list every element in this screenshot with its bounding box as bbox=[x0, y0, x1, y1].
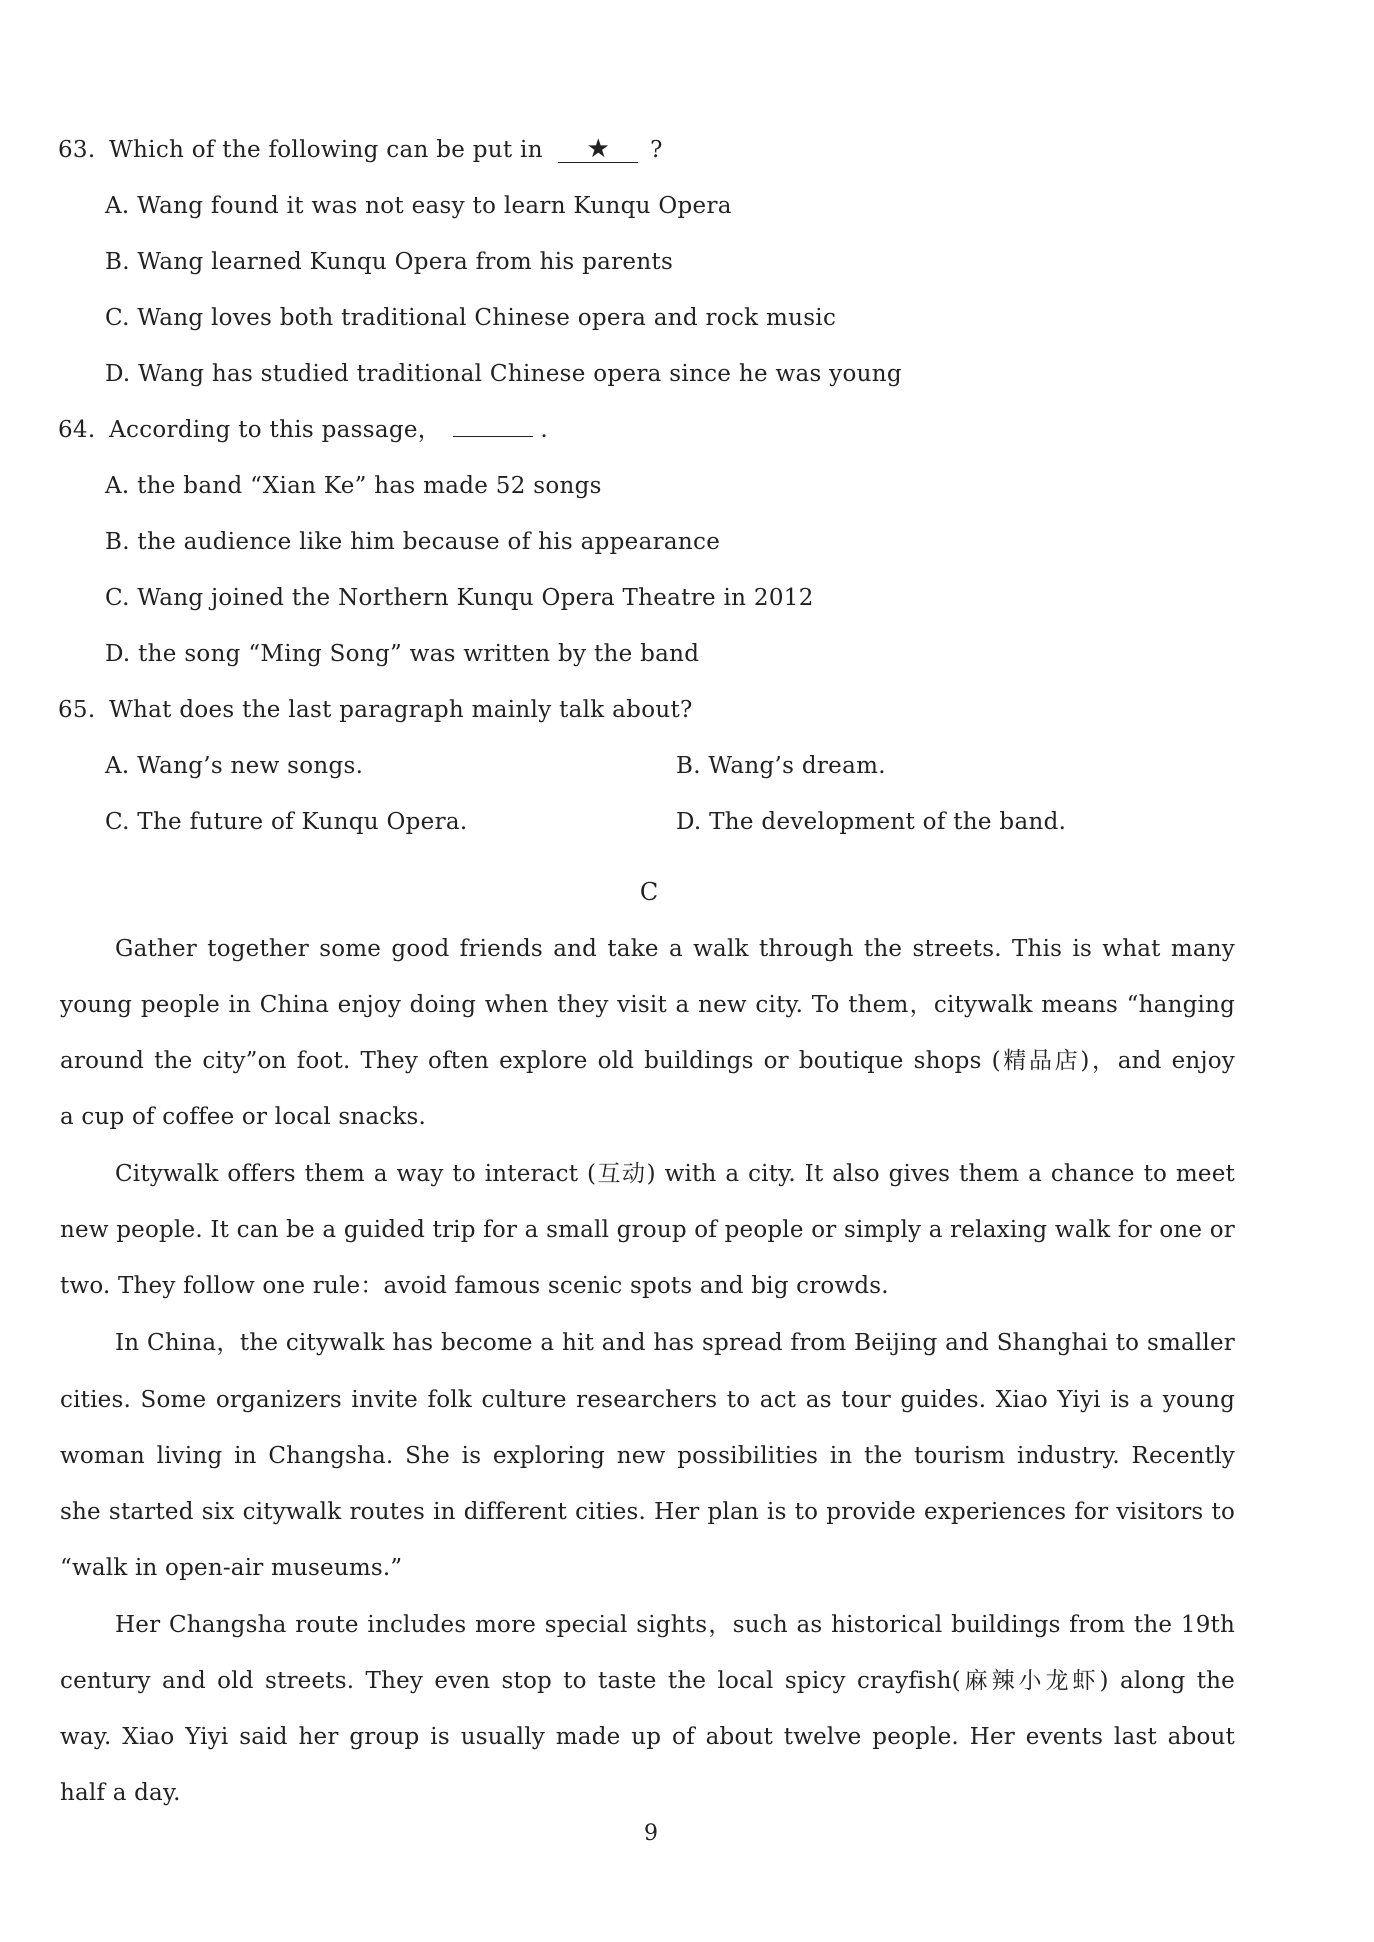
passage-line: way. Xiao Yiyi said her group is usually made up of about twelve people. Her events last about bbox=[60, 1724, 1235, 1750]
question-64-stem bbox=[58, 415, 548, 445]
passage-line: “walk in open-air museums.” bbox=[60, 1555, 403, 1581]
option-65-c: C. The future of Kunqu Opera. bbox=[105, 809, 468, 835]
passage-line: cities. Some organizers invite folk culture researchers to act as tour guides. Xiao Yiyi is a young bbox=[60, 1387, 1235, 1413]
passage-line: she started six citywalk routes in different cities. Her plan is to provide experiences for visitors to bbox=[60, 1499, 1235, 1525]
option-64-a: A. the band “Xian Ke” has made 52 songs bbox=[105, 473, 602, 499]
question-number: 65. bbox=[58, 697, 96, 723]
passage-line: Citywalk offers them a way to interact (互动) with a city. It also gives them a chance to meet bbox=[115, 1161, 1235, 1187]
option-64-d: D. the song “Ming Song” was written by the band bbox=[105, 641, 700, 667]
section-heading: C bbox=[639, 878, 659, 906]
question-number: 63. bbox=[58, 137, 96, 163]
question-65-stem bbox=[58, 695, 693, 725]
page-number: 9 bbox=[644, 1821, 658, 1846]
question-stem-end: . bbox=[540, 417, 548, 443]
star-icon: ★ bbox=[586, 134, 611, 164]
option-64-b: B. the audience like him because of his appearance bbox=[105, 529, 721, 555]
option-63-b: B. Wang learned Kunqu Opera from his parents bbox=[105, 249, 674, 275]
option-65-b: B. Wang’s dream. bbox=[676, 753, 886, 779]
question-stem-text: What does the last paragraph mainly talk about? bbox=[109, 697, 693, 723]
option-63-a: A. Wang found it was not easy to learn Kunqu Opera bbox=[105, 193, 732, 219]
passage-line: Her Changsha route includes more special sights，such as historical buildings from the 19th bbox=[115, 1612, 1235, 1638]
option-63-c: C. Wang loves both traditional Chinese opera and rock music bbox=[105, 305, 837, 331]
passage-line: two. They follow one rule：avoid famous scenic spots and big crowds. bbox=[60, 1273, 889, 1299]
passage-line: Gather together some good friends and take a walk through the streets. This is what many bbox=[115, 936, 1235, 962]
passage-line: new people. It can be a guided trip for a small group of people or simply a relaxing walk for one or bbox=[60, 1217, 1235, 1243]
question-stem-end: ? bbox=[650, 137, 663, 163]
option-63-d: D. Wang has studied traditional Chinese opera since he was young bbox=[105, 361, 902, 387]
answer-blank bbox=[453, 436, 533, 437]
passage-line: In China，the citywalk has become a hit and has spread from Beijing and Shanghai to smaller bbox=[115, 1330, 1235, 1356]
passage-line: woman living in Changsha. She is exploring new possibilities in the tourism industry. Recently bbox=[60, 1443, 1235, 1469]
passage-line: around the city”on foot. They often explore old buildings or boutique shops (精品店)，and enjoy bbox=[60, 1048, 1235, 1074]
question-number: 64. bbox=[58, 417, 96, 443]
option-65-a: A. Wang’s new songs. bbox=[105, 753, 364, 779]
option-65-d: D. The development of the band. bbox=[676, 809, 1067, 835]
passage-line: century and old streets. They even stop to taste the local spicy crayfish(麻辣小龙虾) along the bbox=[60, 1668, 1235, 1694]
option-64-c: C. Wang joined the Northern Kunqu Opera Theatre in 2012 bbox=[105, 585, 814, 611]
answer-blank bbox=[558, 134, 638, 164]
question-stem-text: According to this passage， bbox=[109, 417, 442, 443]
passage-line: half a day. bbox=[60, 1780, 181, 1806]
question-stem-text: Which of the following can be put in bbox=[109, 137, 543, 163]
passage-line: young people in China enjoy doing when they visit a new city. To them，citywalk means “hanging bbox=[60, 992, 1235, 1018]
passage-line: a cup of coffee or local snacks. bbox=[60, 1104, 426, 1130]
question-63-stem bbox=[58, 135, 663, 165]
